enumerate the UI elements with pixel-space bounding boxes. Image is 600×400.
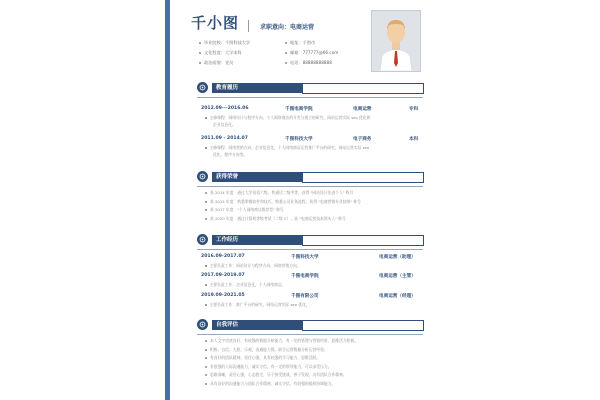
list-item: 积极、自信、大胆、乐观，沟通能力强，联合运营数据分析运营经验； [205,346,425,355]
list-item: 获 2020 年度 通过计算机等级考试（二级 C），获 "电商运营技术领头人" 称号 [205,215,425,224]
education-description: 主修课程：网络设计与程序方向，个人网络商店的开发与建立的研究，网站运营实际 seo 优化和 企业信息化。 [205,114,425,128]
section-education [165,81,435,101]
list-item: 有良好的团队精神，责任心强，具有较强的学习能力，思维活跃。 [205,354,425,363]
info-phone: 电话：88888888888 [285,60,332,66]
work-description: 主要负责工作：推广平台的研究，网站运营实际 seo 优化。 [205,301,425,308]
honor-icon [197,171,208,182]
info-email: 邮箱：777777@66.com [285,50,338,56]
section-title: 自我评估 [216,322,239,328]
header-divider [248,20,249,32]
section-title: 工作经历 [216,237,239,243]
work-icon [197,234,208,245]
list-item: 有很强的人际沟通能力，诚实守信，有一定的领导能力，可以承受压力。 [205,363,425,372]
self-evaluation-list [205,337,425,388]
avatar-icon [372,11,420,71]
list-item: 本人文字功底良好，有较强的数据分析能力，有一定的管理与营销经验，思维活力积极。 [205,337,425,346]
self-evaluation-icon [197,319,208,330]
section-title: 获得荣誉 [216,174,239,180]
section-honors [165,170,435,190]
resume-page: 千小图 求职意向：电商运营 毕业院校：千图科技大学 地址：千图市 文化程度：大学本科 邮箱：777777@66.com 政治面貌：党员 电话：88888888888 教育履历 2012.09---2016.06 千图电商学院 电商运营 专科 主修课程：网络设计与程序方向，个人网络商店的开发与建立的研究，网站运营实际 seo 优化和 企业信息化。 2011.09 - 2014.07 千图科技大学 电子商务 本科 主修课程：网络营销方向，企业信息化，个人网络商店运营推广平台的研究，网站运营实际 seo 优化，程序方向等。 获得荣誉 获 2014 年度 通过大学英语六级，普通话二级甲等，获得 "网站设计先进个人" 称号 获 2015 年度 熟悉掌握软件和技巧，熟悉公司业务流程，获得 "电商营销专业技师" 称号 获 2017 年度 "个人网络商店推荐型" 称号 获 2020 年度 通过计算机等级考试（二级 C），获 "电商运营技术领头人" 称号 工作经历 2016.09-2017.07 千图科技大学 电商运营（助理） 主要负责工作：网站设计与程序方向，网络营销方向。 2017.09-2019.07 千图电商学院 电商运营（主管） 主要负责工作：企业信息化，个人网络商店。 2019.09-2021.05 千图有限公司 电商运营（经理） 主要负责工作：推广平台的研究，网站运营实际 seo 优化。 自我评估 本人文字功底良好，有较强的数据分析能力，有一定的管理与营销经验，思维活力积极。 积极、自信、大胆、乐观，沟通能力强，联合运营数据分析运营经验； 有良好的团队精神，责任心强，具有较强的学习能力，思维活跃。 有很强的人际沟通能力，诚实守信，有一定的领导能力，可以承受压力。 思路清晰，责任心强，心态稳定，乐于接受挑战，善于发现，具有团队合作精神。 具有良好的沟通能力与团队合作精神，诚实守信，有较强的组织协调能力。 [165,0,435,400]
list-item: 获 2014 年度 通过大学英语六级，普通话二级甲等，获得 "网站设计先进个人" 称号 [205,189,425,198]
section-work [165,233,435,253]
candidate-name: 千小图 [191,14,240,32]
info-school: 毕业院校：千图科技大学 [199,40,250,46]
left-accent-stripe [165,0,170,400]
honors-list [205,189,425,223]
info-address: 地址：千图市 [285,40,315,46]
section-divider [197,249,423,250]
section-title: 教育履历 [216,85,239,91]
work-description: 主要负责工作：网站设计与程序方向，网络营销方向。 [205,262,425,269]
list-item: 获 2017 年度 "个人网络商店推荐型" 称号 [205,206,425,215]
section-self-evaluation [165,318,435,338]
info-political-status: 政治面貌：党员 [199,60,233,66]
section-divider [197,334,423,335]
profile-photo [371,10,421,72]
education-icon [197,82,208,93]
job-intent: 求职意向：电商运营 [260,24,315,31]
info-education-level: 文化程度：大学本科 [199,50,242,56]
section-divider [197,186,423,187]
list-item: 获 2015 年度 熟悉掌握软件和技巧，熟悉公司业务流程，获得 "电商营销专业技师" 称号 [205,198,425,207]
section-divider [197,97,423,98]
education-description: 主修课程：网络营销方向，企业信息化，个人网络商店运营推广平台的研究，网站运营实际 seo 优化，程序方向等。 [205,144,425,158]
list-item: 具有良好的沟通能力与团队合作精神，诚实守信，有较强的组织协调能力。 [205,380,425,389]
list-item: 思路清晰，责任心强，心态稳定，乐于接受挑战，善于发现，具有团队合作精神。 [205,371,425,380]
work-description: 主要负责工作：企业信息化，个人网络商店。 [205,281,425,288]
